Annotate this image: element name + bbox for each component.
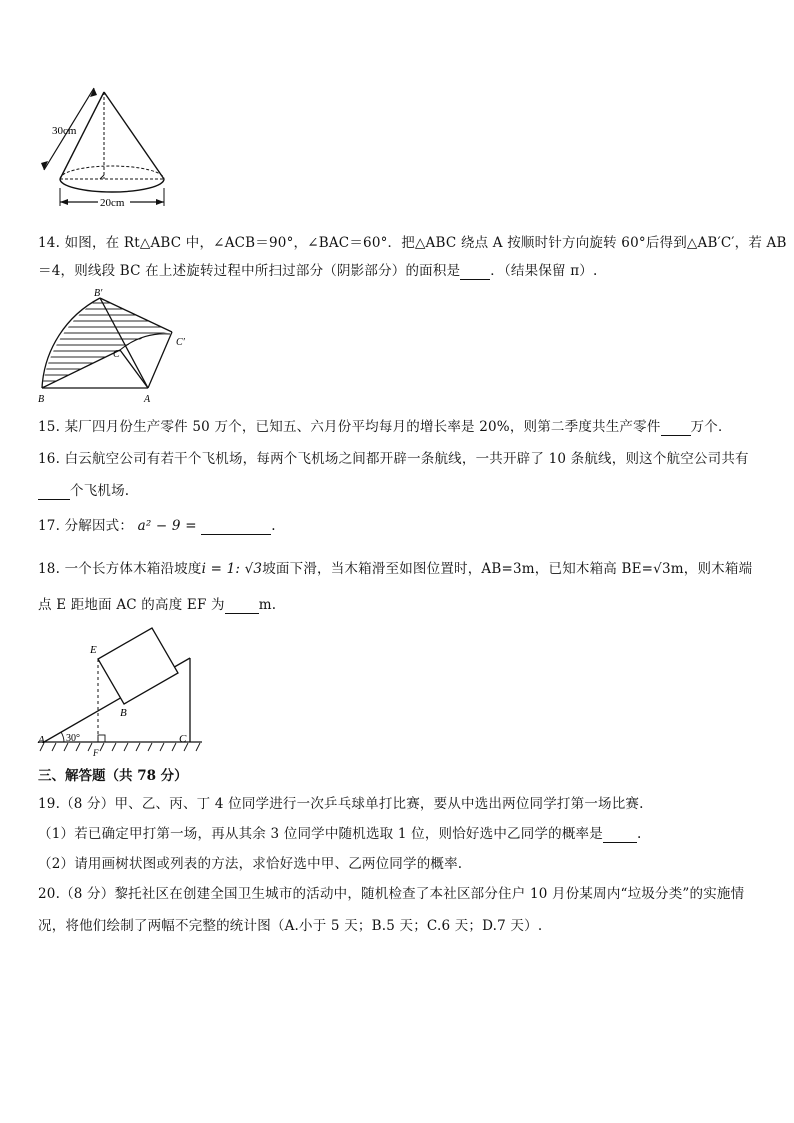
right-angle-mark [100, 175, 104, 179]
q17-expression: a² − 9 = [137, 518, 197, 534]
right-angle-mark [98, 735, 105, 742]
q16-text: 白云航空公司有若干个飞机场，每两个飞机场之间都开辟一条航线，一共开辟了 10 条航线，则这个航空公司共有 [64, 451, 749, 467]
q14-number: 14. [38, 235, 61, 251]
q20-line1 [38, 882, 744, 902]
q17-text: 分解因式： [64, 518, 134, 534]
segment-ca-prime [148, 332, 172, 388]
q17-answer-blank[interactable] [201, 518, 271, 535]
q18-after-blank: m. [258, 597, 277, 613]
q17-line [38, 514, 276, 535]
q18-slope: i = 1: √3 [201, 561, 263, 577]
ground-hatching [40, 743, 200, 751]
q19-line [38, 792, 644, 812]
rotation-figure [34, 288, 194, 406]
label-f: F [93, 748, 99, 758]
q18-text-a: 一个长方体木箱沿坡度 [64, 561, 202, 577]
base-length-label: 20cm [100, 197, 125, 209]
label-c: C [113, 349, 120, 360]
q18-number: 18. [38, 561, 61, 577]
segment-ca [120, 350, 148, 388]
q18-text-2: 点 E 距地面 AC 的高度 EF 为 [38, 597, 225, 613]
q20-text-1: （8 分）黎托社区在创建全国卫生城市的活动中，随机检查了本社区部分住户 10 月份某周内“垃圾分类”的实施情 [60, 886, 745, 902]
angle-arc [61, 732, 64, 742]
q20-text-2: 况，将他们绘制了两幅不完整的统计图（A.小于 5 天；B.5 天；C.6 天；D.7 天）. [38, 918, 543, 934]
q19-part2-text: （2）请用画树状图或列表的方法，求恰好选中甲、乙两位同学的概率. [38, 856, 463, 872]
label-e: E [90, 644, 97, 656]
q18-text-b: 坡面下滑，当木箱滑至如图位置时，AB=3m，已知木箱高 BE= [262, 561, 654, 577]
cone-base-front [60, 179, 164, 192]
q19-part2 [38, 852, 462, 872]
q19-answer-blank[interactable] [603, 826, 637, 843]
q15-after-blank: 万个． [690, 419, 732, 435]
q18-line2 [38, 593, 276, 614]
q16-answer-blank[interactable] [38, 483, 70, 500]
q18-be-value: √3 [653, 561, 671, 577]
q16-after-blank: 个飞机场. [70, 483, 130, 499]
q14-line2 [38, 259, 598, 280]
q14-line1 [38, 231, 787, 251]
label-b: B [120, 707, 127, 719]
cone-base-back [60, 166, 164, 179]
label-c-prime: C′ [176, 337, 185, 348]
q20-line2 [38, 914, 542, 934]
q19-number: 19. [38, 796, 61, 812]
slant-length-label: 30cm [52, 125, 77, 137]
label-angle: 30° [66, 733, 80, 744]
q18-answer-blank[interactable] [225, 597, 259, 614]
q19-part1 [38, 822, 641, 843]
q16-number: 16. [38, 451, 61, 467]
q15-line [38, 415, 732, 436]
q14-after-blank: ．（结果保留 π）. [490, 263, 598, 279]
q19-part1-after: . [636, 826, 642, 842]
q17-number: 17. [38, 518, 61, 534]
cone-figure [36, 82, 186, 214]
section-title: 三、解答题（共 78 分） [38, 768, 188, 784]
label-c: C [179, 733, 187, 745]
q15-answer-blank[interactable] [661, 419, 691, 436]
q19-part1-text: （1）若已确定甲打第一场，再从其余 3 位同学中随机选取 1 位，则恰好选中乙同学的概率是 [38, 826, 603, 842]
q15-number: 15. [38, 419, 61, 435]
q18-line1 [38, 557, 752, 577]
q16-line1 [38, 447, 749, 467]
q14-answer-blank[interactable] [460, 263, 490, 280]
q14-text-line1: 如图，在 Rt△ABC 中，∠ACB＝90°，∠BAC＝60°．把△ABC 绕点 A 按顺时针方向旋转 60°后得到△AB′C′，若 AB [64, 235, 787, 251]
q17-after-blank: . [271, 518, 276, 534]
q15-text: 某厂四月份生产零件 50 万个，已知五、六月份平均每月的增长率是 20%，则第二季度共生产零件 [64, 419, 661, 435]
arrowhead-icon [156, 199, 164, 205]
q16-line2 [38, 479, 129, 500]
q18-text-c: m，则木箱端 [670, 561, 753, 577]
q20-number: 20. [38, 886, 61, 902]
label-b-prime: B′ [94, 288, 103, 299]
label-a: A [144, 394, 151, 405]
slope-box-figure [34, 612, 206, 760]
q14-text-line2: ＝4，则线段 BC 在上述旋转过程中所扫过部分（阴影部分）的面积是 [38, 263, 461, 279]
label-a: A [38, 734, 45, 746]
q19-text: （8 分）甲、乙、丙、丁 4 位同学进行一次乒乓球单打比赛，要从中选出两位同学打第一场比赛. [60, 796, 644, 812]
wooden-box [98, 628, 178, 704]
arrowhead-icon [60, 199, 68, 205]
label-b: B [38, 394, 45, 405]
